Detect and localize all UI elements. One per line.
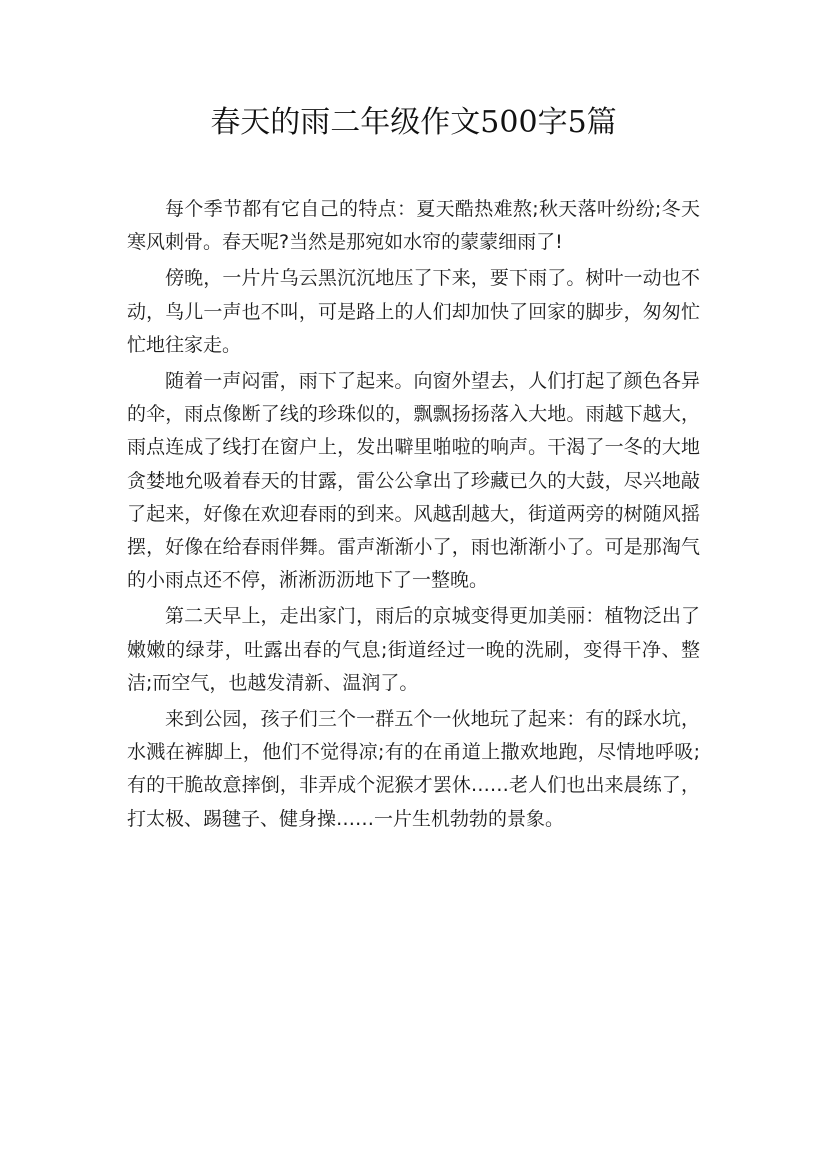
document-body xyxy=(127,193,700,839)
paragraph-1: 每个季节都有它自己的特点：夏天酷热难熬;秋天落叶纷纷;冬天寒风刺骨。春天呢?当然是那宛如水帘的蒙蒙细雨了! xyxy=(127,198,700,254)
document-title: 春天的雨二年级作文500字5篇 xyxy=(210,105,617,140)
paragraph-4: 第二天早上，走出家门，雨后的京城变得更加美丽：植物泛出了嫩嫩的绿芽，吐露出春的气息;街道经过一晚的洗刷，变得干净、整洁;而空气，也越发清新、温润了。 xyxy=(127,605,700,694)
paragraph-2: 傍晚，一片片乌云黑沉沉地压了下来，要下雨了。树叶一动也不动，鸟儿一声也不叫，可是路上的人们却加快了回家的脚步，匆匆忙忙地往家走。 xyxy=(127,267,700,356)
paragraph-3: 随着一声闷雷，雨下了起来。向窗外望去，人们打起了颜色各异的伞，雨点像断了线的珍珠似的，飘飘扬扬落入大地。雨越下越大，雨点连成了线打在窗户上，发出噼里啪啦的响声。干渴了一冬的大地贪婪地允吸着春天的甘露，雷公公拿出了珍藏已久的大鼓，尽兴地敲了起来，好像在欢迎春雨的到来。风越刮越大，街道两旁的树随风摇摆，好像在给春雨伴舞。雷声渐渐小了，雨也渐渐小了。可是那淘气的小雨点还不停，淅淅沥沥地下了一整晚。 xyxy=(127,370,700,592)
paragraph-5: 来到公园，孩子们三个一群五个一伙地玩了起来：有的踩水坑，水溅在裤脚上，他们不觉得凉;有的在甬道上撒欢地跑，尽情地呼吸;有的干脆故意摔倒，非弄成个泥猴才罢休……老人们也出来晨练了，打太极、踢毽子、健身操……一片生机勃勃的景象。 xyxy=(127,708,700,830)
